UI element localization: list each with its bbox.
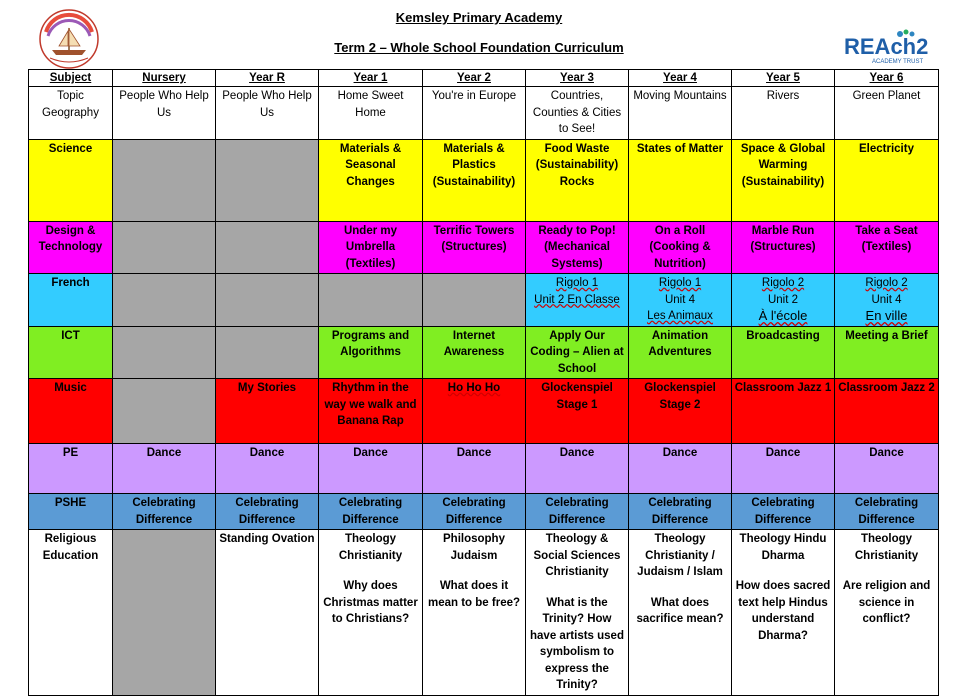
dt-year-1: Under my Umbrella (Textiles) [319, 221, 423, 274]
topic-row [29, 87, 939, 140]
science-year-4: States of Matter [629, 139, 732, 221]
french-year-2-empty [423, 274, 526, 327]
pshe-year-3: Celebrating Difference [526, 494, 629, 530]
re-row [29, 530, 939, 696]
reach2-logo-text: REAch2 [844, 34, 929, 59]
french-year-r-empty [216, 274, 319, 327]
ict-row [29, 326, 939, 379]
dt-year-5: Marble Run (Structures) [732, 221, 835, 274]
subject-pe: PE [29, 444, 113, 494]
re-nursery-empty [113, 530, 216, 696]
topic-year-4: Moving Mountains [629, 87, 732, 140]
music-year-5: Classroom Jazz 1 [732, 379, 835, 444]
music-year-4: Glockenspiel Stage 2 [629, 379, 732, 444]
pe-year-r: Dance [216, 444, 319, 494]
french-y6-unit-title: En ville [865, 308, 908, 323]
dt-year-r-empty [216, 221, 319, 274]
pshe-year-r: Celebrating Difference [216, 494, 319, 530]
french-y4-unit-title: Les Animaux [647, 310, 713, 322]
re-year-1 [319, 530, 423, 696]
re-year-4 [629, 530, 732, 696]
re-y1-question: Why does Christmas matter to Christians? [323, 580, 418, 625]
music-year-3: Glockenspiel Stage 1 [526, 379, 629, 444]
ict-year-r-empty [216, 326, 319, 379]
french-year-6 [835, 274, 939, 327]
subject-design-technology: Design & Technology [29, 221, 113, 274]
re-year-2 [423, 530, 526, 696]
science-nursery-empty [113, 139, 216, 221]
header-row [29, 70, 939, 87]
curriculum-title: Term 2 – Whole School Foundation Curriculum [334, 40, 624, 55]
french-y3-unit-name: Rigolo 1 [555, 277, 599, 289]
subject-french: French [29, 274, 113, 327]
science-year-3: Food Waste (Sustainability) Rocks [526, 139, 629, 221]
ict-year-3: Apply Our Coding – Alien at School [526, 326, 629, 379]
re-y2-question: What does it mean to be free? [427, 580, 521, 609]
french-year-4 [629, 274, 732, 327]
music-nursery-empty [113, 379, 216, 444]
pe-year-4: Dance [629, 444, 732, 494]
science-year-2: Materials & Plastics (Sustainability) [423, 139, 526, 221]
french-year-1-empty [319, 274, 423, 327]
col-header-year-3: Year 3 [526, 70, 629, 87]
ict-nursery-empty [113, 326, 216, 379]
col-header-year-1: Year 1 [319, 70, 423, 87]
col-header-year-r: Year R [216, 70, 319, 87]
topic-year-6: Green Planet [835, 87, 939, 140]
music-year-1: Rhythm in the way we walk and Banana Rap [319, 379, 423, 444]
reach2-logo-subtext: ACADEMY TRUST [872, 59, 924, 65]
re-y5-area: Theology Hindu Dharma [739, 533, 827, 562]
music-year-r: My Stories [216, 379, 319, 444]
science-year-r-empty [216, 139, 319, 221]
dt-year-2: Terrific Towers (Structures) [423, 221, 526, 274]
school-title: Kemsley Primary Academy [395, 10, 563, 25]
ict-year-1: Programs and Algorithms [319, 326, 423, 379]
re-y3-question: What is the Trinity? How have artists used symbolism to express the Trinity? [530, 596, 624, 691]
ict-year-6: Meeting a Brief [835, 326, 939, 379]
col-header-nursery: Nursery [113, 70, 216, 87]
dt-nursery-empty [113, 221, 216, 274]
col-header-year-4: Year 4 [629, 70, 732, 87]
pshe-year-6: Celebrating Difference [835, 494, 939, 530]
subject-religious-education: Religious Education [29, 530, 113, 696]
topic-year-1: Home Sweet Home [319, 87, 423, 140]
re-year-5 [732, 530, 835, 696]
subject-music: Music [29, 379, 113, 444]
science-row [29, 139, 939, 221]
col-header-subject: Subject [29, 70, 113, 87]
french-y4-unit: Unit 4 [664, 293, 696, 306]
pe-year-2: Dance [423, 444, 526, 494]
topic-year-5: Rivers [732, 87, 835, 140]
pe-year-5: Dance [732, 444, 835, 494]
pshe-year-4: Celebrating Difference [629, 494, 732, 530]
re-y4-question: What does sacrifice mean? [636, 596, 724, 625]
re-y5-question: How does sacred text help Hindus understand Dharma? [735, 580, 831, 642]
music-row [29, 379, 939, 444]
french-y3-unit [528, 292, 626, 309]
re-y1-area: Theology Christianity [338, 533, 403, 562]
dt-year-6: Take a Seat (Textiles) [835, 221, 939, 274]
re-y4-area: Theology Christianity / Judaism / Islam [637, 533, 723, 578]
french-y6-unit: Unit 4 [871, 293, 902, 306]
topic-year-2: You're in Europe [423, 87, 526, 140]
pe-year-6: Dance [835, 444, 939, 494]
science-year-5: Space & Global Warming (Sustainability) [732, 139, 835, 221]
pshe-row [29, 494, 939, 530]
dt-year-3: Ready to Pop! (Mechanical Systems) [526, 221, 629, 274]
pe-nursery: Dance [113, 444, 216, 494]
french-y5-unit-title: À l'école [758, 308, 808, 323]
music-year-2 [423, 379, 526, 444]
music-year-6: Classroom Jazz 2 [835, 379, 939, 444]
french-y5-unit: Unit 2 [767, 293, 799, 306]
re-year-3 [526, 530, 629, 696]
curriculum-table [28, 69, 939, 696]
music-year-2-text: Ho Ho Ho [447, 382, 501, 394]
pshe-nursery: Celebrating Difference [113, 494, 216, 530]
subject-science: Science [29, 139, 113, 221]
french-y3-unit-text: Unit 2 En Classe [534, 293, 620, 306]
french-y4-unit-name: Rigolo 1 [658, 277, 702, 289]
ict-year-5: Broadcasting [732, 326, 835, 379]
re-year-r: Standing Ovation [216, 530, 319, 696]
topic-year-3: Countries, Counties & Cities to See! [526, 87, 629, 140]
french-y5-unit-name: Rigolo 2 [761, 277, 805, 289]
pe-year-1: Dance [319, 444, 423, 494]
col-header-year-6: Year 6 [835, 70, 939, 87]
pshe-year-1: Celebrating Difference [319, 494, 423, 530]
french-year-3 [526, 274, 629, 327]
re-y2-area: Philosophy Judaism [443, 533, 505, 562]
pshe-year-2: Celebrating Difference [423, 494, 526, 530]
science-year-1: Materials & Seasonal Changes [319, 139, 423, 221]
science-year-6: Electricity [835, 139, 939, 221]
french-y6-unit-name: Rigolo 2 [865, 277, 908, 289]
topic-nursery: People Who Help Us [113, 87, 216, 140]
subject-ict: ICT [29, 326, 113, 379]
subject-pshe: PSHE [29, 494, 113, 530]
ict-year-4: Animation Adventures [629, 326, 732, 379]
pe-year-3: Dance [526, 444, 629, 494]
dt-row [29, 221, 939, 274]
re-y6-area: Theology Christianity [854, 533, 919, 562]
ict-year-2: Internet Awareness [423, 326, 526, 379]
pe-row [29, 444, 939, 494]
french-nursery-empty [113, 274, 216, 327]
dt-year-4: On a Roll (Cooking & Nutrition) [629, 221, 732, 274]
pshe-year-5: Celebrating Difference [732, 494, 835, 530]
col-header-year-5: Year 5 [732, 70, 835, 87]
french-year-5 [732, 274, 835, 327]
subject-topic: Topic Geography [29, 87, 113, 140]
re-y6-question: Are religion and science in conflict? [842, 580, 931, 625]
re-y3-area: Theology & Social Sciences Christianity [533, 533, 621, 578]
col-header-year-2: Year 2 [423, 70, 526, 87]
topic-year-r: People Who Help Us [216, 87, 319, 140]
re-year-6 [835, 530, 939, 696]
french-row [29, 274, 939, 327]
